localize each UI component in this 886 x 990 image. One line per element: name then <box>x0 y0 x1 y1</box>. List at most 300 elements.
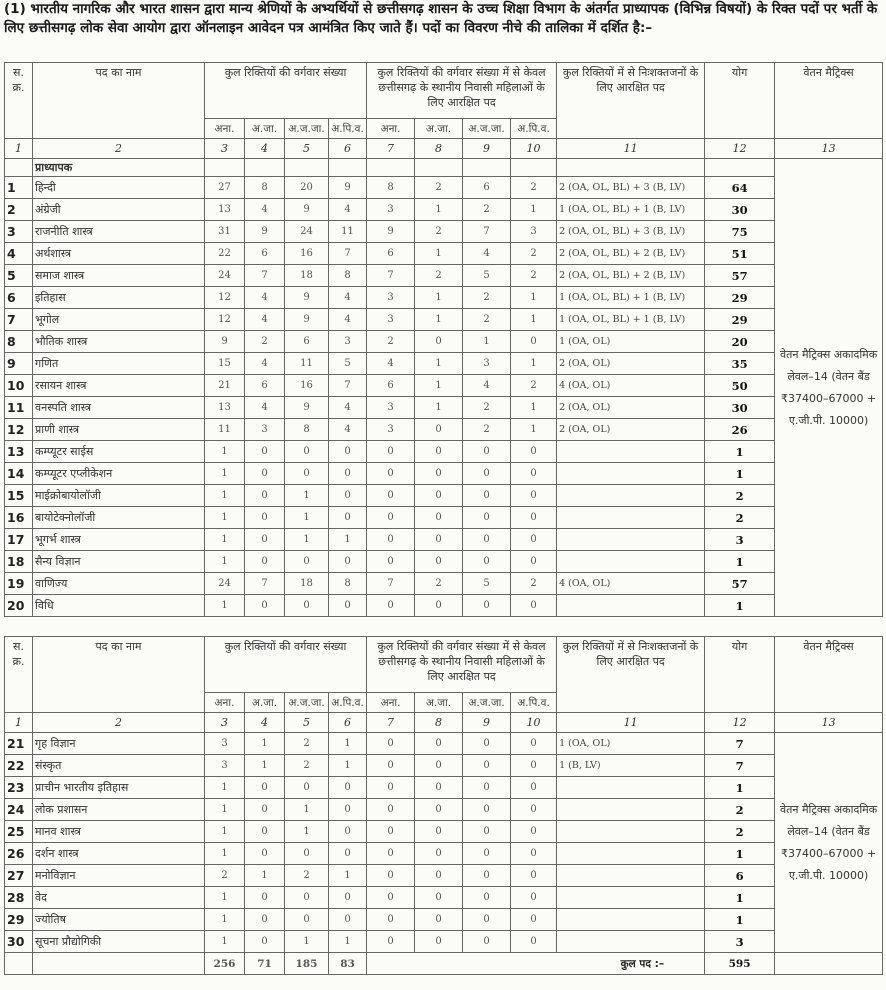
vacancy-count: 1 <box>463 331 511 353</box>
serial-number: 4 <box>5 243 33 265</box>
empty-cell <box>705 159 775 177</box>
column-index: 6 <box>329 139 367 159</box>
vacancy-count: 0 <box>415 799 463 821</box>
vacancy-count: 0 <box>463 843 511 865</box>
vacancy-count: 11 <box>205 419 245 441</box>
vacancy-count: 9 <box>285 199 329 221</box>
vacancy-count: 3 <box>367 397 415 419</box>
vacancy-count: 1 <box>415 353 463 375</box>
post-name: सूचना प्रौद्योगिकी <box>33 931 205 953</box>
vacancy-count: 0 <box>329 887 367 909</box>
vacancy-count: 1 <box>285 821 329 843</box>
table-row <box>5 221 883 243</box>
vacancy-count: 7 <box>367 265 415 287</box>
vacancy-count: 0 <box>463 931 511 953</box>
vacancy-count: 11 <box>285 353 329 375</box>
vacancy-count: 9 <box>285 397 329 419</box>
vacancy-count: 1 <box>285 529 329 551</box>
vacancy-count: 2 <box>511 573 557 595</box>
table-row <box>5 507 883 529</box>
disabled-reserved <box>557 799 705 821</box>
vacancy-count: 1 <box>205 777 245 799</box>
disabled-reserved <box>557 529 705 551</box>
row-total: 2 <box>705 799 775 821</box>
vacancy-count: 1 <box>511 353 557 375</box>
vacancy-count: 1 <box>285 485 329 507</box>
row-total: 1 <box>705 843 775 865</box>
table-row <box>5 573 883 595</box>
disabled-reserved: 4 (OA, OL) <box>557 573 705 595</box>
serial-number: 25 <box>5 821 33 843</box>
column-index: 12 <box>705 713 775 733</box>
vacancy-count: 1 <box>205 821 245 843</box>
vacancy-count: 6 <box>463 177 511 199</box>
post-name: राजनीति शास्त्र <box>33 221 205 243</box>
category-header: अ.जा. <box>245 693 285 713</box>
empty-cell <box>285 159 329 177</box>
post-name: समाज शास्त्र <box>33 265 205 287</box>
vacancy-count: 0 <box>463 463 511 485</box>
post-name: मनोविज्ञान <box>33 865 205 887</box>
vacancy-count: 0 <box>511 755 557 777</box>
column-index: 5 <box>285 713 329 733</box>
vacancy-count: 1 <box>511 397 557 419</box>
disabled-reserved: 1 (OA, OL) <box>557 733 705 755</box>
row-total: 7 <box>705 755 775 777</box>
vacancy-count: 0 <box>415 887 463 909</box>
vacancy-count: 8 <box>367 177 415 199</box>
vacancy-count: 1 <box>329 529 367 551</box>
table-row <box>5 799 883 821</box>
disabled-reserved: 2 (OA, OL, BL) + 3 (B, LV) <box>557 221 705 243</box>
vacancy-count: 2 <box>367 331 415 353</box>
column-index: 8 <box>415 713 463 733</box>
post-name: भूगर्भ शास्त्र <box>33 529 205 551</box>
disabled-reserved: 1 (OA, OL, BL) + 1 (B, LV) <box>557 199 705 221</box>
vacancy-count: 3 <box>205 733 245 755</box>
footer-sum: 185 <box>285 953 329 975</box>
serial-number: 1 <box>5 177 33 199</box>
post-name: हिन्दी <box>33 177 205 199</box>
vacancy-count: 3 <box>367 419 415 441</box>
vacancy-count: 0 <box>285 551 329 573</box>
vacancy-count: 4 <box>245 199 285 221</box>
serial-number: 20 <box>5 595 33 617</box>
pay-matrix: वेतन मैट्रिक्स अकादमिक लेवल–14 (वेतन बैंड ₹37400–67000 + ए.जी.पी. 10000) <box>775 159 883 617</box>
vacancy-count: 0 <box>245 551 285 573</box>
intro-paragraph: (1) भारतीय नागरिक और भारत शासन द्वारा मान्य श्रेणियों के अभ्यर्थियों से छत्तीसगढ़ शासन के उच्च शिक्षा विभाग के अंतर्गत प्राध्यापक (विभिन्न विषयों) के रिक्त पदों पर भर्ती के लिए छत्तीसगढ़ लोक सेवा आयोग द्वारा ऑनलाइन आवेदन पत्र आमंत्रित किए जाते हैं। पदों का विवरण नीचे की तालिका में दर्शित है:– <box>4 1 878 36</box>
disabled-reserved <box>557 777 705 799</box>
table-row <box>5 177 883 199</box>
vacancy-count: 0 <box>511 331 557 353</box>
vacancy-count: 2 <box>511 265 557 287</box>
column-index: 11 <box>557 139 705 159</box>
post-name: प्राणी शास्त्र <box>33 419 205 441</box>
post-name: बायोटेक्नोलॉजी <box>33 507 205 529</box>
vacancy-count: 0 <box>415 441 463 463</box>
vacancy-count: 1 <box>285 799 329 821</box>
empty-cell <box>245 159 285 177</box>
vacancy-count: 4 <box>329 287 367 309</box>
vacancy-count: 0 <box>463 529 511 551</box>
vacancy-count: 12 <box>205 309 245 331</box>
vacancy-count: 0 <box>245 931 285 953</box>
category-header: अ.पि.व. <box>329 119 367 139</box>
row-total: 51 <box>705 243 775 265</box>
vacancy-count: 18 <box>285 573 329 595</box>
table-row <box>5 595 883 617</box>
vacancy-count: 2 <box>285 865 329 887</box>
vacancy-count: 3 <box>367 287 415 309</box>
vacancy-count: 9 <box>205 331 245 353</box>
disabled-reserved: 2 (OA, OL, BL) + 3 (B, LV) <box>557 177 705 199</box>
vacancy-count: 0 <box>463 755 511 777</box>
vacancy-count: 27 <box>205 177 245 199</box>
vacancy-count: 1 <box>205 529 245 551</box>
vacancy-count: 0 <box>463 733 511 755</box>
vacancy-count: 3 <box>463 353 511 375</box>
disabled-reserved: 2 (OA, OL) <box>557 419 705 441</box>
vacancy-count: 0 <box>415 595 463 617</box>
vacancy-count: 3 <box>245 419 285 441</box>
vacancy-count: 2 <box>205 865 245 887</box>
vacancy-count: 0 <box>511 507 557 529</box>
serial-number: 26 <box>5 843 33 865</box>
disabled-reserved: 1 (OA, OL, BL) + 1 (B, LV) <box>557 287 705 309</box>
category-header: अ.पि.व. <box>511 693 557 713</box>
vacancy-count: 1 <box>285 507 329 529</box>
post-name: वाणिज्य <box>33 573 205 595</box>
vacancy-count: 0 <box>245 507 285 529</box>
row-total: 57 <box>705 265 775 287</box>
column-index: 7 <box>367 713 415 733</box>
vacancy-count: 2 <box>463 309 511 331</box>
vacancy-count: 1 <box>329 865 367 887</box>
vacancy-count: 9 <box>329 177 367 199</box>
vacancy-count: 0 <box>245 843 285 865</box>
vacancy-count: 1 <box>511 199 557 221</box>
vacancy-count: 0 <box>245 529 285 551</box>
header-sn: स. क्र. <box>5 637 33 713</box>
row-total: 29 <box>705 309 775 331</box>
vacancy-count: 5 <box>463 265 511 287</box>
row-total: 1 <box>705 551 775 573</box>
vacancy-count: 0 <box>511 909 557 931</box>
vacancy-count: 0 <box>285 441 329 463</box>
post-name: दर्शन शास्त्र <box>33 843 205 865</box>
vacancy-count: 0 <box>245 799 285 821</box>
vacancy-count: 2 <box>463 419 511 441</box>
vacancy-count: 0 <box>463 551 511 573</box>
serial-number: 8 <box>5 331 33 353</box>
vacancy-count: 1 <box>205 551 245 573</box>
vacancy-count: 0 <box>245 485 285 507</box>
vacancy-count: 7 <box>329 243 367 265</box>
row-total: 57 <box>705 573 775 595</box>
post-name: भूगोल <box>33 309 205 331</box>
column-index: 3 <box>205 139 245 159</box>
empty-cell <box>205 159 245 177</box>
serial-number: 10 <box>5 375 33 397</box>
footer-label: कुल पद :– <box>367 953 705 975</box>
vacancy-count: 0 <box>285 909 329 931</box>
row-total: 1 <box>705 595 775 617</box>
vacancy-count: 0 <box>329 595 367 617</box>
vacancy-count: 20 <box>285 177 329 199</box>
category-header: अना. <box>205 119 245 139</box>
vacancy-count: 6 <box>367 243 415 265</box>
vacancy-count: 0 <box>415 485 463 507</box>
post-name: वनस्पति शास्त्र <box>33 397 205 419</box>
vacancy-count: 8 <box>285 419 329 441</box>
vacancy-count: 0 <box>329 463 367 485</box>
vacancy-count: 0 <box>463 777 511 799</box>
vacancy-count: 1 <box>415 287 463 309</box>
vacancy-count: 16 <box>285 243 329 265</box>
vacancy-count: 0 <box>329 441 367 463</box>
row-total: 3 <box>705 931 775 953</box>
vacancy-count: 0 <box>415 755 463 777</box>
column-index: 1 <box>5 139 33 159</box>
column-index: 9 <box>463 713 511 733</box>
header-women-vacancy: कुल रिक्तियों की वर्गवार संख्या में से केवल छत्तीसगढ़ के स्थानीय निवासी महिलाओं के लिए आरक्षित पद <box>367 63 557 119</box>
vacancy-count: 11 <box>329 221 367 243</box>
vacancy-count: 2 <box>511 375 557 397</box>
vacancy-count: 1 <box>511 287 557 309</box>
vacancy-count: 0 <box>329 909 367 931</box>
vacancy-count: 2 <box>463 287 511 309</box>
serial-number: 27 <box>5 865 33 887</box>
vacancy-count: 0 <box>511 441 557 463</box>
vacancy-table-part-2 <box>4 636 883 975</box>
category-header: अ.पि.व. <box>329 693 367 713</box>
header-disabled: कुल रिक्तियों में से निःशक्तजनों के लिए आरक्षित पद <box>557 63 705 139</box>
vacancy-count: 0 <box>415 931 463 953</box>
vacancy-count: 24 <box>285 221 329 243</box>
vacancy-count: 0 <box>245 441 285 463</box>
header-post: पद का नाम <box>33 63 205 139</box>
disabled-reserved <box>557 551 705 573</box>
vacancy-count: 1 <box>245 733 285 755</box>
row-total: 26 <box>705 419 775 441</box>
vacancy-count: 1 <box>511 309 557 331</box>
row-total: 30 <box>705 397 775 419</box>
vacancy-count: 8 <box>329 265 367 287</box>
disabled-reserved <box>557 909 705 931</box>
vacancy-count: 6 <box>245 375 285 397</box>
category-header: अ.ज.जा. <box>285 119 329 139</box>
table-row <box>5 485 883 507</box>
empty-cell <box>33 953 205 975</box>
vacancy-count: 7 <box>329 375 367 397</box>
post-name: अंग्रेजी <box>33 199 205 221</box>
vacancy-count: 18 <box>285 265 329 287</box>
table-row <box>5 397 883 419</box>
header-total-vacancy: कुल रिक्तियों की वर्गवार संख्या <box>205 637 367 693</box>
row-total: 1 <box>705 909 775 931</box>
vacancy-count: 0 <box>367 777 415 799</box>
table-row <box>5 331 883 353</box>
vacancy-count: 4 <box>329 199 367 221</box>
vacancy-count: 0 <box>367 887 415 909</box>
vacancy-count: 22 <box>205 243 245 265</box>
table-row <box>5 843 883 865</box>
vacancy-count: 1 <box>415 397 463 419</box>
vacancy-count: 0 <box>285 887 329 909</box>
header-sn: स. क्र. <box>5 63 33 139</box>
table-row <box>5 909 883 931</box>
disabled-reserved <box>557 441 705 463</box>
vacancy-count: 0 <box>245 909 285 931</box>
vacancy-count: 2 <box>415 177 463 199</box>
vacancy-count: 1 <box>205 595 245 617</box>
serial-number: 14 <box>5 463 33 485</box>
vacancy-count: 0 <box>367 865 415 887</box>
column-index: 11 <box>557 713 705 733</box>
serial-number: 11 <box>5 397 33 419</box>
category-header: अ.जा. <box>245 119 285 139</box>
vacancy-count: 0 <box>367 909 415 931</box>
table-row <box>5 887 883 909</box>
header-total-vacancy: कुल रिक्तियों की वर्गवार संख्या <box>205 63 367 119</box>
vacancy-count: 2 <box>285 755 329 777</box>
vacancy-count: 0 <box>415 529 463 551</box>
serial-number: 9 <box>5 353 33 375</box>
row-total: 7 <box>705 733 775 755</box>
vacancy-count: 4 <box>367 353 415 375</box>
vacancy-count: 3 <box>329 331 367 353</box>
serial-number: 15 <box>5 485 33 507</box>
serial-number: 18 <box>5 551 33 573</box>
serial-number: 30 <box>5 931 33 953</box>
serial-number: 19 <box>5 573 33 595</box>
vacancy-count: 0 <box>367 821 415 843</box>
vacancy-count: 4 <box>463 243 511 265</box>
disabled-reserved: 2 (OA, OL) <box>557 353 705 375</box>
serial-number: 22 <box>5 755 33 777</box>
vacancy-count: 0 <box>511 843 557 865</box>
empty-cell <box>415 159 463 177</box>
vacancy-count: 2 <box>511 177 557 199</box>
vacancy-count: 1 <box>205 507 245 529</box>
vacancy-count: 0 <box>285 843 329 865</box>
vacancy-count: 0 <box>463 887 511 909</box>
disabled-reserved: 2 (OA, OL) <box>557 397 705 419</box>
vacancy-count: 1 <box>415 243 463 265</box>
vacancy-count: 0 <box>511 887 557 909</box>
vacancy-count: 1 <box>329 733 367 755</box>
disabled-reserved: 1 (OA, OL, BL) + 1 (B, LV) <box>557 309 705 331</box>
row-total: 20 <box>705 331 775 353</box>
header-women-vacancy: कुल रिक्तियों की वर्गवार संख्या में से केवल छत्तीसगढ़ के स्थानीय निवासी महिलाओं के लिए आरक्षित पद <box>367 637 557 693</box>
vacancy-count: 1 <box>245 755 285 777</box>
footer-sum: 83 <box>329 953 367 975</box>
vacancy-count: 5 <box>463 573 511 595</box>
vacancy-count: 1 <box>205 887 245 909</box>
serial-number: 28 <box>5 887 33 909</box>
post-name: गणित <box>33 353 205 375</box>
column-index: 4 <box>245 139 285 159</box>
vacancy-count: 0 <box>511 821 557 843</box>
table-row <box>5 777 883 799</box>
header-yog: योग <box>705 637 775 713</box>
serial-number: 13 <box>5 441 33 463</box>
vacancy-count: 13 <box>205 199 245 221</box>
vacancy-count: 0 <box>329 821 367 843</box>
footer-row <box>5 953 883 975</box>
column-index: 10 <box>511 139 557 159</box>
disabled-reserved <box>557 887 705 909</box>
vacancy-count: 2 <box>415 221 463 243</box>
vacancy-count: 1 <box>329 931 367 953</box>
row-total: 30 <box>705 199 775 221</box>
vacancy-count: 0 <box>367 733 415 755</box>
post-name: वेद <box>33 887 205 909</box>
vacancy-count: 1 <box>329 755 367 777</box>
row-total: 50 <box>705 375 775 397</box>
empty-cell <box>775 953 883 975</box>
empty-cell <box>367 159 415 177</box>
vacancy-count: 6 <box>367 375 415 397</box>
vacancy-count: 1 <box>205 799 245 821</box>
vacancy-count: 0 <box>511 595 557 617</box>
vacancy-count: 2 <box>415 573 463 595</box>
vacancy-count: 1 <box>415 199 463 221</box>
vacancy-count: 4 <box>245 397 285 419</box>
post-name: विधि <box>33 595 205 617</box>
serial-number: 16 <box>5 507 33 529</box>
empty-cell <box>557 159 705 177</box>
vacancy-count: 0 <box>511 529 557 551</box>
post-name: इतिहास <box>33 287 205 309</box>
row-total: 29 <box>705 287 775 309</box>
group-label: प्राध्यापक <box>33 159 205 177</box>
vacancy-count: 2 <box>463 397 511 419</box>
vacancy-count: 0 <box>511 733 557 755</box>
disabled-reserved <box>557 931 705 953</box>
serial-number: 5 <box>5 265 33 287</box>
column-index: 7 <box>367 139 415 159</box>
row-total: 75 <box>705 221 775 243</box>
vacancy-count: 0 <box>511 865 557 887</box>
vacancy-count: 0 <box>511 931 557 953</box>
vacancy-count: 4 <box>245 353 285 375</box>
vacancy-count: 0 <box>415 507 463 529</box>
vacancy-count: 3 <box>205 755 245 777</box>
category-header: अ.जा. <box>415 693 463 713</box>
vacancy-count: 0 <box>329 777 367 799</box>
serial-number: 23 <box>5 777 33 799</box>
vacancy-count: 0 <box>367 441 415 463</box>
header-pay: वेतन मैट्रिक्स <box>775 637 883 713</box>
vacancy-count: 0 <box>511 485 557 507</box>
column-index: 3 <box>205 713 245 733</box>
column-index: 2 <box>33 713 205 733</box>
vacancy-count: 1 <box>205 843 245 865</box>
vacancy-count: 7 <box>245 265 285 287</box>
category-header: अ.जा. <box>415 119 463 139</box>
header-post: पद का नाम <box>33 637 205 713</box>
empty-cell <box>5 953 33 975</box>
pay-matrix: वेतन मैट्रिक्स अकादमिक लेवल–14 (वेतन बैंड ₹37400–67000 + ए.जी.पी. 10000) <box>775 733 883 953</box>
column-index: 4 <box>245 713 285 733</box>
vacancy-count: 0 <box>367 799 415 821</box>
vacancy-count: 4 <box>329 309 367 331</box>
vacancy-count: 8 <box>245 177 285 199</box>
vacancy-count: 9 <box>285 287 329 309</box>
group-row <box>5 159 883 177</box>
footer-total: 595 <box>705 953 775 975</box>
